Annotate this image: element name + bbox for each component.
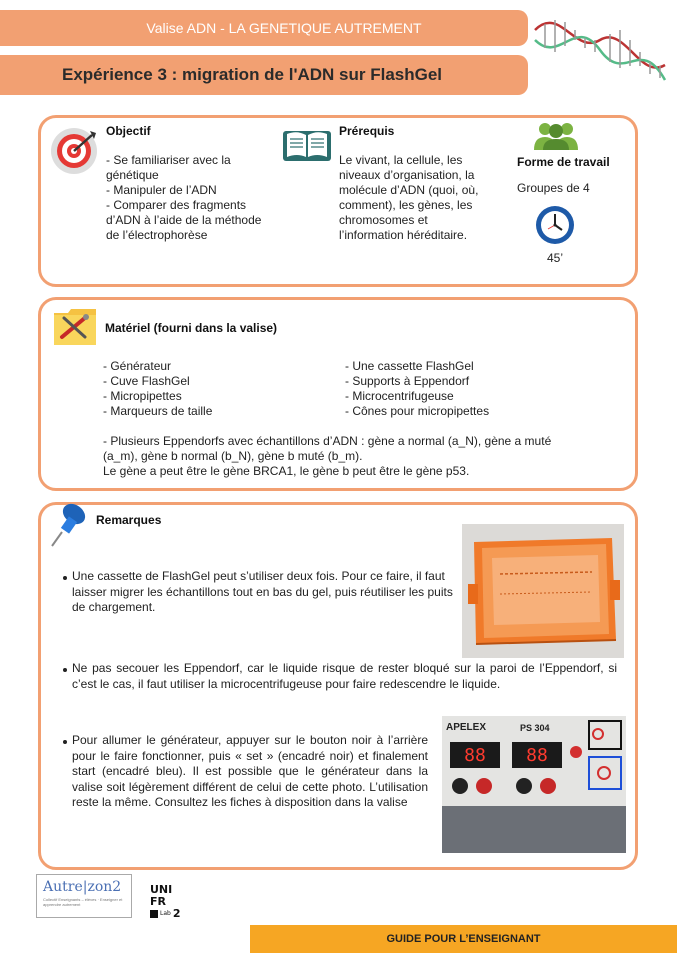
materiel-note-line: (a_m), gène b normal (b_N), gène b muté (b_m). [103,449,363,463]
remarque-2: Ne pas secouer les Eppendorf, car le liquide risque de rester bloqué sur la paroi de l’Eppendorf, si c’est le cas, il faut utiliser la microcentrifugeuse pour faire redescendre le liquide. [72,661,617,691]
output-socket [540,778,556,794]
bullet-dot [63,576,67,580]
objectif-item: - Comparer des fragments d’ADN à l’aide de la méthode de l’électrophorèse [106,198,262,242]
remarque-1: Une cassette de FlashGel peut s’utiliser deux fois. Pour ce faire, il faut laisser migrer les échantillons tout en bas du gel, puis réutiliser les puits de chargement. [72,569,453,614]
remarque-3: Pour allumer le générateur, appuyer sur le bouton noir à l’arrière pour le faire fonctionner, puis « set » (encadré noir) et finalement start (encadré bleu). Il est possible que le générateur dans la valise soit légèrement différent de celui de cette photo. L’utilisation reste la même. Consultez les fiches à disposition dans la valise [72,733,428,809]
pushpin-icon [48,502,92,550]
autrezone-logo [36,874,132,918]
toolbox-icon [52,305,98,347]
clock-icon [535,205,575,245]
prerequis-heading: Prérequis [339,124,395,138]
guide-footer: GUIDE POUR L’ENSEIGNANT [250,925,677,953]
materiel-item: - Cuve FlashGel [103,374,190,388]
unifr-square-icon [150,910,158,918]
materiel-item: - Supports à Eppendorf [345,374,470,388]
output-socket [516,778,532,794]
objectif-heading: Objectif [106,124,151,138]
start-button [597,766,611,780]
generator-photo [442,716,626,853]
materiel-list-right [345,359,565,419]
generator-brand: APELEX [446,722,487,733]
unifr-lab-number: 2 [172,907,181,920]
autrezone-logo-text: Autre|zon2 [43,879,122,895]
materiel-list-left [103,359,323,419]
materiel-item: - Marqueurs de taille [103,404,213,418]
materiel-note [103,434,633,479]
page-title: Expérience 3 : migration de l'ADN sur FlashGel [0,55,528,95]
materiel-item: - Générateur [103,359,172,373]
target-icon [50,127,98,175]
indicator-light [570,746,582,758]
materiel-item: - Microcentrifugeuse [345,389,454,403]
unifr-logo-line1: UNI [150,883,173,896]
materiel-item: - Micropipettes [103,389,182,403]
dna-helix-icon [530,10,670,102]
remarques-heading: Remarques [96,513,162,527]
bullet-dot [63,740,67,744]
generator-model: PS 304 [520,723,550,733]
flashgel-cassette-illustration [462,524,624,658]
flashgel-cassette-photo [462,524,624,658]
unifr-logo [150,884,180,920]
materiel-note-line: Le gène a peut être le gène BRCA1, le gène b peut être le gène p53. [103,464,470,478]
generator-display-left: 88 [450,742,500,768]
output-socket [452,778,468,794]
travail-groups: Groupes de 4 [517,181,590,195]
objectif-item: - Manipuler de l’ADN [106,183,217,197]
materiel-item: - Cônes pour micropipettes [345,404,490,418]
generator-display-right: 88 [512,742,562,768]
set-button [592,728,604,740]
objectif-list [106,153,276,243]
book-icon [282,127,332,163]
prerequis-text: Le vivant, la cellule, les niveaux d’organisation, la molécule d’ADN (quoi, où, comment), les gènes, les chromosomes et l’information héréditaire. [339,153,479,242]
autrezone-logo-sub: Collectif Enseignants – élèves · Enseigner et apprendre autrement [43,897,123,907]
header-banner: Valise ADN - LA GENETIQUE AUTREMENT [0,10,528,46]
travail-heading: Forme de travail [517,155,610,169]
output-socket [476,778,492,794]
materiel-note-line: - Plusieurs Eppendorfs avec échantillons d’ADN : gène a normal (a_N), gène a muté [103,434,552,448]
materiel-heading: Matériel (fourni dans la valise) [105,321,278,335]
travail-duration: 45’ [547,251,564,265]
unifr-lab-label: Lab [160,910,171,917]
unifr-logo-line2: FR [150,895,166,908]
materiel-item: - Une cassette FlashGel [345,359,474,373]
objectif-item: - Se familiariser avec la génétique [106,153,231,182]
bullet-dot [63,668,67,672]
group-people-icon [530,120,582,150]
